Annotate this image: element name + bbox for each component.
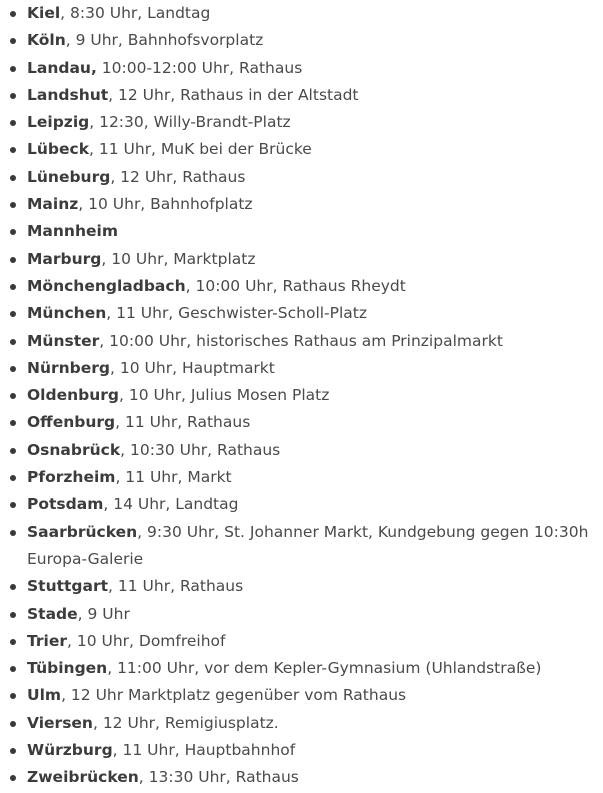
list-item <box>10 437 603 464</box>
list-item <box>10 55 603 82</box>
city-name: Kiel <box>27 4 61 22</box>
bullet-icon <box>10 284 16 290</box>
city-name: Mainz <box>27 195 79 214</box>
list-item <box>10 710 603 737</box>
event-details: , 9:30 Uhr, St. Johanner Markt, Kundgebung gegen 10:30h Europa-Galerie <box>27 522 589 568</box>
bullet-icon <box>10 93 16 99</box>
city-name: Mönchengladbach <box>27 276 186 295</box>
list-item <box>10 136 603 163</box>
event-details: , 12:30, Willy-Brandt-Platz <box>89 113 291 132</box>
event-details: , 9 Uhr, Bahnhofsvorplatz <box>65 31 264 50</box>
city-name: Viersen <box>27 713 93 732</box>
city-name: Stade <box>27 604 78 623</box>
bullet-icon <box>10 666 16 672</box>
event-details: , 12 Uhr, Rathaus in der Altstadt <box>108 85 359 104</box>
event-details: , 10 Uhr, Julius Mosen Platz <box>119 386 330 405</box>
event-details: , 10 Uhr, Marktplatz <box>101 249 256 268</box>
city-name: Landau, <box>27 58 97 77</box>
bullet-icon <box>10 339 16 345</box>
list-item <box>10 464 603 491</box>
bullet-icon <box>10 612 16 618</box>
event-details: , 8:30 Uhr, Landtag <box>60 4 211 22</box>
list-item <box>10 218 603 245</box>
bullet-icon <box>10 202 16 208</box>
event-details: , 11:00 Uhr, vor dem Kepler-Gymnasium (Uhlandstraße) <box>107 659 542 678</box>
bullet-icon <box>10 639 16 645</box>
bullet-icon <box>10 775 16 781</box>
bullet-icon <box>10 147 16 153</box>
event-details: 10:00-12:00 Uhr, Rathaus <box>96 58 303 77</box>
city-name: München <box>27 304 107 323</box>
list-item <box>10 655 603 682</box>
list-item <box>10 382 603 409</box>
city-name: Lüneburg <box>27 167 111 186</box>
bullet-icon <box>10 420 16 426</box>
bullet-icon <box>10 38 16 44</box>
city-name: Stuttgart <box>27 577 109 596</box>
city-name: Saarbrücken <box>27 522 138 541</box>
bullet-icon <box>10 502 16 508</box>
bullet-icon <box>10 229 16 235</box>
event-details: , 14 Uhr, Landtag <box>103 495 239 514</box>
city-name: Landshut <box>27 85 109 104</box>
event-details: , 11 Uhr, MuK bei der Brücke <box>89 140 312 159</box>
city-name: Potsdam <box>27 495 104 514</box>
city-name: Mannheim <box>27 222 118 241</box>
bullet-icon <box>10 721 16 727</box>
bullet-icon <box>10 257 16 263</box>
event-details: , 9 Uhr <box>77 604 130 623</box>
list-item <box>10 328 603 355</box>
list-item <box>10 628 603 655</box>
city-name: Köln <box>27 31 66 50</box>
bullet-icon <box>10 120 16 126</box>
event-details: , 12 Uhr Marktplatz gegenüber vom Rathaus <box>61 686 407 705</box>
city-name: Tübingen <box>27 659 108 678</box>
city-name: Oldenburg <box>27 386 120 405</box>
bullet-icon <box>10 475 16 481</box>
list-item <box>10 355 603 382</box>
event-details: , 10:30 Uhr, Rathaus <box>120 440 281 459</box>
city-name: Osnabrück <box>27 440 121 459</box>
list-item <box>10 109 603 136</box>
city-name: Leipzig <box>27 113 90 132</box>
city-name: Trier <box>27 631 67 650</box>
list-item <box>10 27 603 54</box>
list-item <box>10 491 603 518</box>
bullet-icon <box>10 366 16 372</box>
city-name: Ulm <box>27 686 62 705</box>
list-item <box>10 273 603 300</box>
event-details: , 11 Uhr, Rathaus <box>108 577 244 596</box>
bullet-icon <box>10 530 16 536</box>
bullet-icon <box>10 693 16 699</box>
city-name: Marburg <box>27 249 102 268</box>
event-details: , 12 Uhr, Remigiusplatz. <box>92 713 279 732</box>
bullet-icon <box>10 748 16 754</box>
bullet-icon <box>10 584 16 590</box>
city-name: Münster <box>27 331 100 350</box>
list-item <box>10 764 603 791</box>
event-details: , 10:00 Uhr, historisches Rathaus am Prinzipalmarkt <box>99 331 503 350</box>
city-name: Würzburg <box>27 741 113 760</box>
list-item <box>10 300 603 327</box>
event-details: , 10 Uhr, Bahnhofplatz <box>78 195 253 214</box>
event-details: , 13:30 Uhr, Rathaus <box>138 768 299 787</box>
bullet-icon <box>10 393 16 399</box>
event-details: , 11 Uhr, Hauptbahnhof <box>112 741 296 760</box>
list-item <box>10 573 603 600</box>
event-details: , 10 Uhr, Hauptmarkt <box>110 358 275 377</box>
city-name: Nürnberg <box>27 358 111 377</box>
event-details: , 11 Uhr, Rathaus <box>115 413 251 432</box>
city-name: Lübeck <box>27 140 90 159</box>
list-item <box>10 601 603 628</box>
city-name: Pforzheim <box>27 468 116 487</box>
city-name: Zweibrücken <box>27 768 139 787</box>
event-details: , 11 Uhr, Markt <box>115 468 232 487</box>
event-details: , 12 Uhr, Rathaus <box>110 167 246 186</box>
list-item <box>10 246 603 273</box>
city-name: Offenburg <box>27 413 116 432</box>
list-item <box>10 682 603 709</box>
list-item <box>10 164 603 191</box>
list-item <box>10 519 603 574</box>
event-details: , 10:00 Uhr, Rathaus Rheydt <box>185 276 406 295</box>
bullet-icon <box>10 311 16 317</box>
list-item <box>10 737 603 764</box>
list-item <box>10 409 603 436</box>
event-details: , 11 Uhr, Geschwister-Scholl-Platz <box>106 304 368 323</box>
bullet-icon <box>10 175 16 181</box>
bullet-icon <box>10 66 16 72</box>
list-item <box>10 82 603 109</box>
event-details: , 10 Uhr, Domfreihof <box>66 631 226 650</box>
bullet-icon <box>10 448 16 454</box>
list-item <box>10 0 603 27</box>
list-item <box>10 191 603 218</box>
bullet-icon <box>10 11 16 17</box>
